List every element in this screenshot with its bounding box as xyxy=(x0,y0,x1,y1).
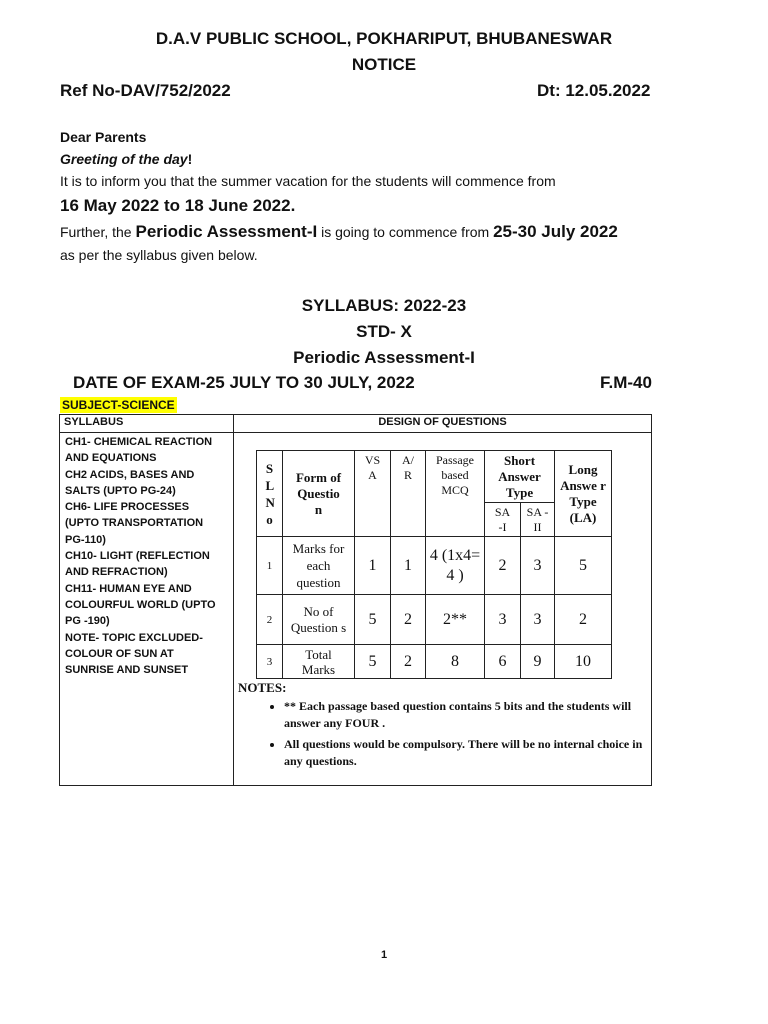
slno-header: S L N o xyxy=(257,451,283,537)
cell-vsa: 5 xyxy=(355,645,391,679)
design-column-header: DESIGN OF QUESTIONS xyxy=(378,416,507,428)
further-prefix: Further, the xyxy=(60,224,136,240)
further-dates: 25-30 July 2022 xyxy=(493,222,618,241)
reference-number: Ref No-DAV/752/2022 xyxy=(60,81,231,100)
as-per-text: as per the syllabus given below. xyxy=(60,247,258,263)
full-marks: F.M-40 xyxy=(600,373,652,392)
table-row xyxy=(257,595,612,645)
further-middle: is going to commence from xyxy=(317,224,494,240)
cell-form: Total Marks xyxy=(283,645,355,679)
subject-label: SUBJECT-SCIENCE xyxy=(62,398,175,412)
cell-ar: 2 xyxy=(391,595,426,645)
syllabus-line: AND REFRACTION) xyxy=(65,566,168,579)
cell-passage: 4 (1x4=4 ) xyxy=(426,537,485,595)
cell-sl: 2 xyxy=(257,595,283,645)
cell-la: 5 xyxy=(555,537,612,595)
table-row xyxy=(257,537,612,595)
long-answer-header: Long Answe r Type (LA) xyxy=(555,451,612,537)
cell-sa1: 2 xyxy=(485,537,521,595)
cell-vsa: 5 xyxy=(355,595,391,645)
ar-header: A/ R xyxy=(391,451,426,537)
cell-form: Marks for each question xyxy=(283,537,355,595)
greeting xyxy=(60,151,192,167)
cell-passage: 2** xyxy=(426,595,485,645)
greeting-text: Greeting of the day xyxy=(60,151,188,167)
notes-heading: NOTES: xyxy=(238,680,287,695)
syllabus-line: CH11- HUMAN EYE AND xyxy=(65,582,192,595)
further-assessment: Periodic Assessment-I xyxy=(135,222,318,241)
syllabus-line: CH10- LIGHT (REFLECTION xyxy=(65,550,210,563)
cell-sa1: 6 xyxy=(485,645,521,679)
notes-section xyxy=(238,680,648,774)
syllabus-line: PG -190) xyxy=(65,615,110,628)
inform-text: It is to inform you that the summer vacation for the students will commence from xyxy=(60,173,556,189)
cell-ar: 2 xyxy=(391,645,426,679)
syllabus-line: CH6- LIFE PROCESSES xyxy=(65,501,190,514)
syllabus-line: AND EQUATIONS xyxy=(65,452,157,465)
syllabus-title: SYLLABUS: 2022-23 xyxy=(301,296,467,315)
syllabus-line: (UPTO TRANSPORTATION xyxy=(65,517,204,530)
syllabus-line: CH1- CHEMICAL REACTION xyxy=(65,436,213,448)
cell-passage: 8 xyxy=(426,645,485,679)
cell-ar: 1 xyxy=(391,537,426,595)
page-number: 1 xyxy=(380,949,388,961)
syllabus-line: SALTS (UPTO PG-24) xyxy=(65,484,176,497)
notice-heading: NOTICE xyxy=(351,55,417,74)
passage-header: Passage based MCQ xyxy=(426,451,485,537)
syllabus-line: COLOUR OF SUN AT xyxy=(65,647,174,660)
greeting-punct: ! xyxy=(187,151,193,167)
syllabus-column-header: SYLLABUS xyxy=(64,416,124,428)
cell-sl: 3 xyxy=(257,645,283,679)
assessment-title: Periodic Assessment-I xyxy=(293,348,475,367)
vsa-header: VS A xyxy=(355,451,391,537)
syllabus-line: PG-110) xyxy=(65,533,106,546)
cell-form: No of Question s xyxy=(283,595,355,645)
cell-la: 10 xyxy=(555,645,612,679)
standard: STD- X xyxy=(356,322,412,341)
table-header-rule xyxy=(60,432,651,433)
table-row xyxy=(257,645,612,679)
syllabus-line: COLOURFUL WORLD (UPTO xyxy=(65,598,216,611)
form-header: Form of Questio n xyxy=(283,451,355,537)
syllabus-line: CH2 ACIDS, BASES AND xyxy=(65,468,195,481)
sa1-header: SA -I xyxy=(485,503,521,537)
school-name: D.A.V PUBLIC SCHOOL, POKHARIPUT, BHUBANESWAR xyxy=(155,29,613,48)
syllabus-line: SUNRISE AND SUNSET xyxy=(65,664,189,677)
notice-date: Dt: 12.05.2022 xyxy=(537,81,651,100)
note-item: • All questions would be compulsory. There will be no internal choice in any questions. xyxy=(284,736,648,770)
table-divider xyxy=(233,415,234,785)
short-answer-header: Short Answer Type xyxy=(485,451,555,503)
cell-la: 2 xyxy=(555,595,612,645)
question-design-table xyxy=(256,450,612,679)
cell-sa2: 3 xyxy=(521,595,555,645)
cell-sa2: 3 xyxy=(521,537,555,595)
syllabus-list xyxy=(65,434,230,678)
salutation: Dear Parents xyxy=(60,129,147,145)
syllabus-line: NOTE- TOPIC EXCLUDED- xyxy=(65,631,203,644)
exam-date: DATE OF EXAM-25 JULY TO 30 JULY, 2022 xyxy=(73,373,415,392)
sa2-header: SA -II xyxy=(521,503,555,537)
cell-vsa: 1 xyxy=(355,537,391,595)
cell-sa2: 9 xyxy=(521,645,555,679)
note-item: • ** Each passage based question contains 5 bits and the students will answer any FOUR . xyxy=(284,698,648,732)
syllabus-table xyxy=(59,414,652,786)
cell-sa1: 3 xyxy=(485,595,521,645)
vacation-dates: 16 May 2022 to 18 June 2022. xyxy=(60,196,296,215)
notes-list xyxy=(238,698,648,770)
further-text xyxy=(60,222,618,242)
cell-sl: 1 xyxy=(257,537,283,595)
